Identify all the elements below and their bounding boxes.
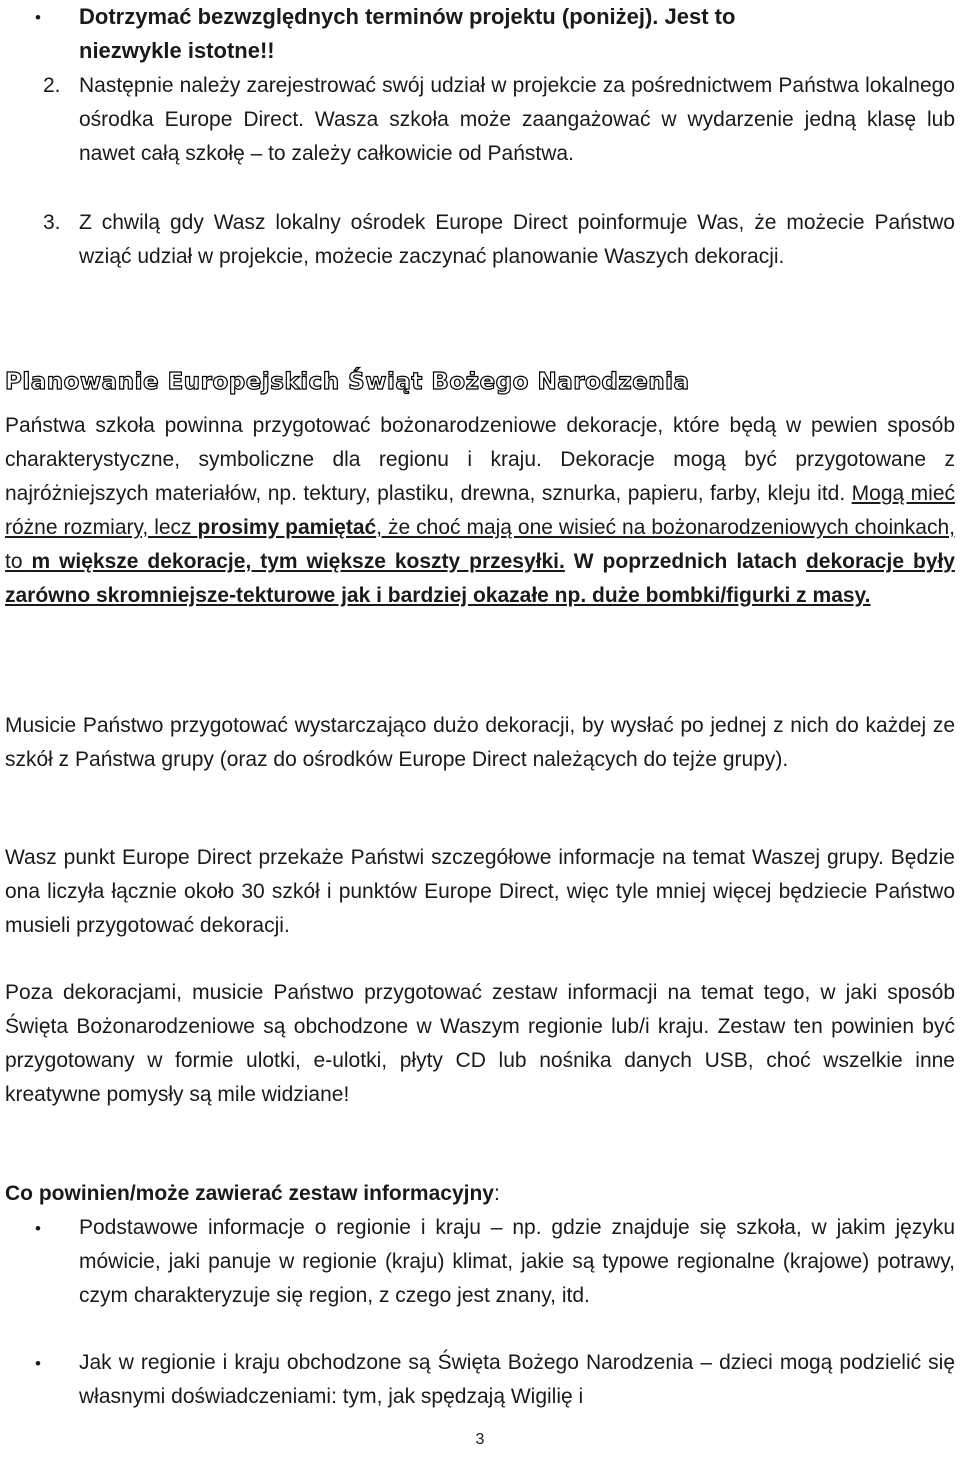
section-heading: Planowanie Europejskich Świąt Bożego Narodzenia xyxy=(5,369,690,395)
para1-plain: Państwa szkoła powinna przygotować bożonarodzeniowe dekoracje, które będą w pewien sposób charakterystyczne, symboliczne dla regionu i kraju. Dekoracje mogą być przygotowane z najróżniejszych materiałów, np. tektury, plastiku, drewna, sznurka, papieru, farby, kleju itd. xyxy=(5,414,955,505)
para1-bold-tail: W poprzednich latach xyxy=(564,550,806,573)
list-item: Jak w regionie i kraju obchodzone są Święta Bożego Narodzenia – dzieci mogą podzielić się własnymi doświadczeniami: tym, jak spędzają Wigilię i xyxy=(79,1351,955,1408)
bullet-marker: • xyxy=(35,1354,41,1373)
list-heading-bold: Co powinien/może zawierać zestaw informacyjny xyxy=(5,1182,494,1205)
top-bullet-line1: Dotrzymać bezwzględnych terminów projektu (poniżej). Jest to xyxy=(79,4,736,29)
top-bullet-line2: niezwykle istotne!! xyxy=(79,38,275,63)
para1-underlined: Mogą mieć różne rozmiary, lecz xyxy=(5,482,955,539)
step-3-text: Z chwilą gdy Wasz lokalny ośrodek Europe Direct poinformuje Was, że możecie Państwo wziąć udział w projekcie, możecie zaczynać planowanie Waszych dekoracji. xyxy=(79,211,955,268)
paragraph-group-info: Wasz punkt Europe Direct przekaże Państwi szczegółowe informacje na temat Waszej grupy. Będzie ona liczyła łącznie około 30 szkół i punktów Europe Direct, więc tyle mniej więcej będziecie Państwo musieli przygotować dekoracji. xyxy=(5,846,955,937)
para1-bold-underlined-1: prosimy pamiętać xyxy=(197,516,377,539)
para1-underlined-2: , że choć mają one wisieć na bożonarodzeniowych choinkach, to xyxy=(5,516,955,573)
para1-bold-underlined-2: m większe dekoracje, tym większe koszty przesyłki. xyxy=(31,550,565,573)
step-3-number: 3. xyxy=(43,211,61,234)
para1-bold-underlined-3: dekoracje były zarówno skromniejsze-tekturowe jak i bardziej okazałe np. duże bombki/figurki z masy. xyxy=(5,550,955,607)
list-item: Podstawowe informacje o regionie i kraju – np. gdzie znajduje się szkoła, w jakim języku mówicie, jaki panuje w regionie (kraju) klimat, jakie są typowe regionalne (krajowe) potrawy, czym charakteryzuje się region, z czego jest znany, itd. xyxy=(79,1216,955,1307)
paragraph-quantity: Musicie Państwo przygotować wystarczająco dużo dekoracji, by wysłać po jednej z nich do każdej ze szkół z Państwa grupy (oraz do ośrodków Europe Direct należących do tejże grupy). xyxy=(5,714,955,771)
list-heading xyxy=(5,1177,955,1211)
bullet-marker: • xyxy=(35,8,41,27)
page-number: 3 xyxy=(475,1431,485,1448)
list-heading-colon: : xyxy=(493,1182,500,1205)
paragraph-decorations xyxy=(5,409,955,613)
bullet-marker: • xyxy=(35,1219,41,1238)
paragraph-info-pack: Poza dekoracjami, musicie Państwo przygotować zestaw informacji na temat tego, w jaki sposób Święta Bożonarodzeniowe są obchodzone w Waszym regionie lub/i kraju. Zestaw ten powinien być przygotowany w formie ulotki, e-ulotki, płyty CD lub nośnika danych USB, choć wszelkie inne kreatywne pomysły są mile widziane! xyxy=(5,981,955,1106)
step-2-text: Następnie należy zarejestrować swój udział w projekcie za pośrednictwem Państwa lokalnego ośrodka Europe Direct. Wasza szkoła może zaangażować w wydarzenie jedną klasę lub nawet całą szkołę – to zależy całkowicie od Państwa. xyxy=(79,74,955,165)
top-bullet-text xyxy=(79,0,955,68)
step-2-number: 2. xyxy=(43,74,61,97)
